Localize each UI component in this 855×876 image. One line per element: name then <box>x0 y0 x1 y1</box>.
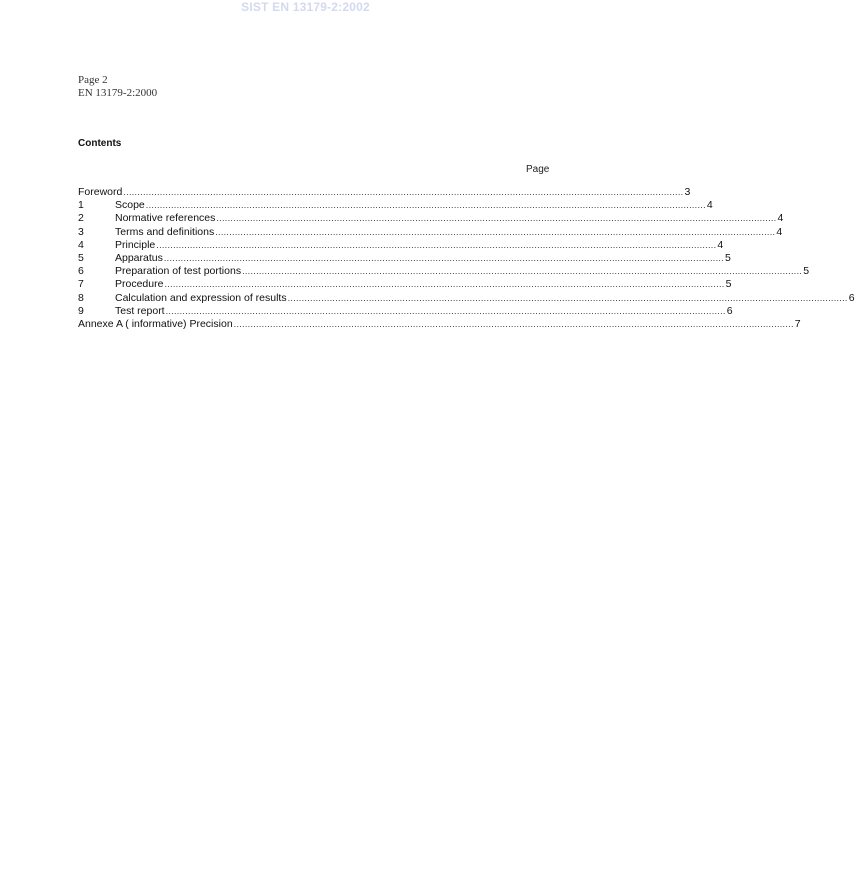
page-header <box>78 74 157 100</box>
toc-entry-title: Principle <box>115 238 156 251</box>
toc-entry-page: 7 <box>794 317 801 330</box>
toc-dot-leader: ........................................................................................................................................................................................................ <box>233 318 794 329</box>
toc-entry-number: 5 <box>78 251 84 264</box>
toc-entry-page: 4 <box>706 199 713 212</box>
contents-heading: Contents <box>78 138 122 149</box>
toc-entry-title: Test report <box>115 304 165 317</box>
toc-entry-title: Calculation and expression of results <box>115 291 287 304</box>
toc-entry-page: 4 <box>776 225 783 238</box>
toc-entry-page: 4 <box>777 212 784 225</box>
toc-entry[interactable] <box>78 304 733 318</box>
toc-dot-leader: ........................................................................................................................................................................................................ <box>287 292 848 303</box>
toc-entry-page: 4 <box>717 238 724 251</box>
toc-entry-page: 5 <box>803 265 810 278</box>
toc-entry-page: 6 <box>726 304 733 317</box>
toc-entry[interactable] <box>78 199 713 212</box>
toc-entry-page: 3 <box>684 186 691 198</box>
table-of-contents <box>78 186 855 331</box>
toc-dot-leader: ........................................................................................................................................................................................................ <box>215 226 776 237</box>
toc-entry-number: 9 <box>78 304 84 317</box>
toc-entry-number: 6 <box>78 265 84 278</box>
toc-entry-number: 4 <box>78 238 84 251</box>
toc-entry-number: 2 <box>78 212 84 225</box>
page-number-label: Page 2 <box>78 74 108 86</box>
toc-dot-leader: ........................................................................................................................................................................................................ <box>163 252 724 263</box>
toc-entry-page: 5 <box>725 278 732 291</box>
toc-entry[interactable] <box>78 225 783 239</box>
toc-entry[interactable] <box>78 212 784 225</box>
toc-dot-leader: ........................................................................................................................................................................................................ <box>123 187 684 197</box>
toc-entry[interactable] <box>78 186 691 199</box>
toc-entry[interactable] <box>78 265 810 278</box>
toc-entry-title: Terms and definitions <box>115 225 215 238</box>
toc-entry[interactable] <box>78 251 731 265</box>
toc-entry[interactable] <box>78 291 855 305</box>
toc-dot-leader: ........................................................................................................................................................................................................ <box>156 239 717 250</box>
toc-entry-title: Procedure <box>115 278 164 291</box>
toc-entry-title: Apparatus <box>115 251 163 264</box>
watermark: SIST EN 13179-2:2002 <box>241 0 370 14</box>
toc-entry-page: 5 <box>724 251 731 264</box>
toc-entry[interactable] <box>78 278 732 291</box>
toc-dot-leader: ........................................................................................................................................................................................................ <box>164 279 725 290</box>
toc-entry-title: Normative references <box>115 212 216 225</box>
document-reference: EN 13179-2:2000 <box>78 87 158 99</box>
toc-entry-title: Annexe A ( informative) Precision <box>78 317 233 330</box>
toc-dot-leader: ........................................................................................................................................................................................................ <box>165 305 726 316</box>
toc-entry[interactable] <box>78 317 801 331</box>
page-column-label: Page <box>526 164 550 175</box>
toc-entry-title: Preparation of test portions <box>115 265 242 278</box>
toc-entry-number: 3 <box>78 225 84 238</box>
toc-dot-leader: ........................................................................................................................................................................................................ <box>216 213 777 224</box>
toc-entry[interactable] <box>78 238 724 252</box>
toc-entry-number: 1 <box>78 199 84 212</box>
toc-dot-leader: ........................................................................................................................................................................................................ <box>145 200 706 211</box>
toc-dot-leader: ........................................................................................................................................................................................................ <box>242 266 803 277</box>
toc-entry-number: 8 <box>78 291 84 304</box>
toc-entry-number: 7 <box>78 278 84 291</box>
toc-entry-title: Foreword <box>78 186 123 198</box>
toc-entry-page: 6 <box>848 291 855 304</box>
toc-entry-title: Scope <box>115 199 145 212</box>
